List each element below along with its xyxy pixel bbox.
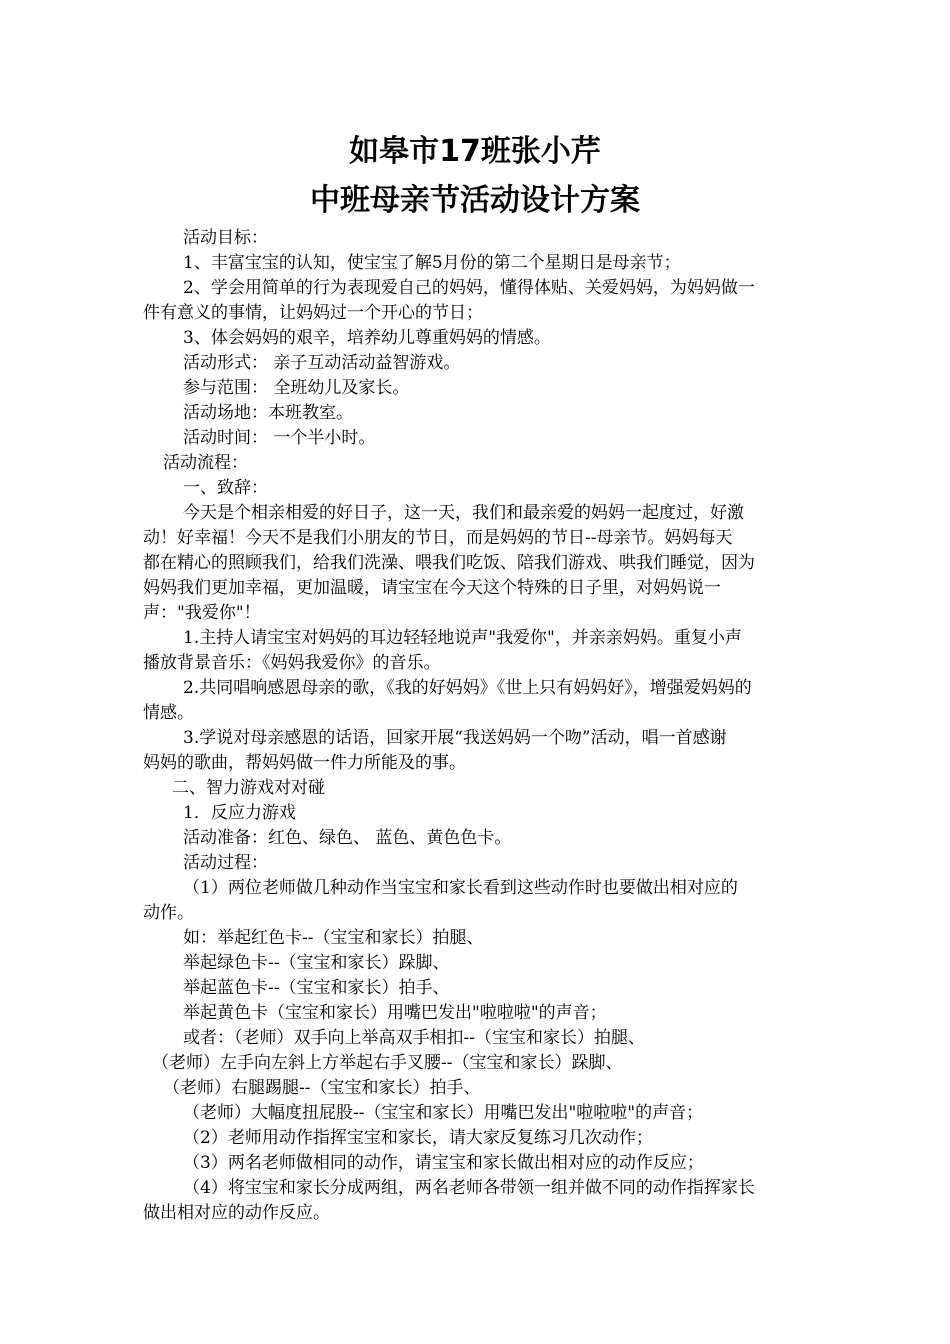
- text-line: 件有意义的事情，让妈妈过一个开心的节日；: [143, 303, 483, 323]
- text-line: 1.主持人请宝宝对妈妈的耳边轻轻地说声"我爱你"，并亲亲妈妈。重复小声: [183, 628, 742, 648]
- text-line: 妈妈的歌曲，帮妈妈做一件力所能及的事。: [143, 753, 466, 773]
- text-line: （4）将宝宝和家长分成两组，两名老师各带领一组并做不同的动作指挥家长: [183, 1178, 755, 1198]
- text-line: （老师）大幅度扭屁股--（宝宝和家长）用嘴巴发出"啦啦啦"的声音；: [183, 1103, 704, 1123]
- document-author-title: 如皋市17班张小芹: [349, 134, 601, 169]
- text-line: 活动形式： 亲子互动活动益智游戏。: [183, 353, 461, 373]
- text-line: 举起黄色卡（宝宝和家长）用嘴巴发出"啦啦啦"的声音；: [183, 1003, 607, 1023]
- text-line: 2、学会用简单的行为表现爱自己的妈妈，懂得体贴、关爱妈妈，为妈妈做一: [183, 278, 755, 298]
- text-line: （老师）左手向左斜上方举起右手叉腰--（宝宝和家长）跺脚、: [152, 1053, 623, 1073]
- document-title: 中班母亲节活动设计方案: [310, 183, 640, 218]
- text-line: （3）两名老师做相同的动作，请宝宝和家长做出相对应的动作反应；: [183, 1153, 704, 1173]
- text-line: 举起蓝色卡--（宝宝和家长）拍手、: [183, 978, 450, 998]
- text-line: 如：举起红色卡--（宝宝和家长）拍腿、: [183, 928, 484, 948]
- text-line: （1）两位老师做几种动作当宝宝和家长看到这些动作时也要做出相对应的: [183, 878, 738, 898]
- text-line: 1、丰富宝宝的认知，使宝宝了解5月份的第二个星期日是母亲节；: [183, 253, 681, 273]
- text-line: 活动目标：: [183, 228, 268, 248]
- section-heading: 二、智力游戏对对碰: [172, 778, 325, 798]
- text-line: （2）老师用动作指挥宝宝和家长，请大家反复练习几次动作；: [183, 1128, 653, 1148]
- text-line: 活动过程：: [183, 853, 268, 873]
- text-line: 情感。: [143, 703, 194, 723]
- text-line: 动作。: [143, 903, 194, 923]
- text-line: 做出相对应的动作反应。: [143, 1203, 330, 1223]
- text-line: 播放背景音乐：《妈妈我爱你》的音乐。: [143, 653, 441, 673]
- text-line: 今天是个相亲相爱的好日子，这一天，我们和最亲爱的妈妈一起度过，好激: [183, 503, 744, 523]
- section-heading: 一、致辞：: [183, 478, 268, 498]
- text-line: 3、体会妈妈的艰辛，培养幼儿尊重妈妈的情感。: [183, 328, 551, 348]
- text-line: 或者：（老师）双手向上举高双手相扣--（宝宝和家长）拍腿、: [183, 1028, 645, 1048]
- text-line: 活动时间： 一个半小时。: [183, 428, 376, 448]
- text-line: 1．反应力游戏: [183, 803, 296, 823]
- text-line: 活动准备：红色、绿色、 蓝色、黄色色卡。: [183, 828, 512, 848]
- text-line: 都在精心的照顾我们，给我们洗澡、喂我们吃饭、陪我们游戏、哄我们睡觉，因为: [143, 553, 755, 573]
- text-line: 声："我爱你"！: [143, 603, 261, 623]
- text-line: 3.学说对母亲感恩的话语，回家开展“我送妈妈一个吻”活动，唱一首感谢: [183, 728, 727, 748]
- text-line: （老师）右腿踢腿--（宝宝和家长）拍手、: [163, 1078, 481, 1098]
- text-line: 活动场地：本班教室。: [183, 403, 353, 423]
- text-line: 2.共同唱响感恩母亲的歌，《我的好妈妈》《世上只有妈妈好》，增强爱妈妈的: [183, 678, 752, 698]
- text-line: 妈妈我们更加幸福，更加温暖，请宝宝在今天这个特殊的日子里，对妈妈说一: [143, 578, 721, 598]
- text-line: 动！好幸福！今天不是我们小朋友的节日，而是妈妈的节日--母亲节。妈妈每天: [143, 528, 733, 548]
- text-line: 举起绿色卡--（宝宝和家长）跺脚、: [183, 953, 450, 973]
- text-line: 参与范围： 全班幼儿及家长。: [183, 378, 410, 398]
- section-heading: 活动流程：: [163, 453, 248, 473]
